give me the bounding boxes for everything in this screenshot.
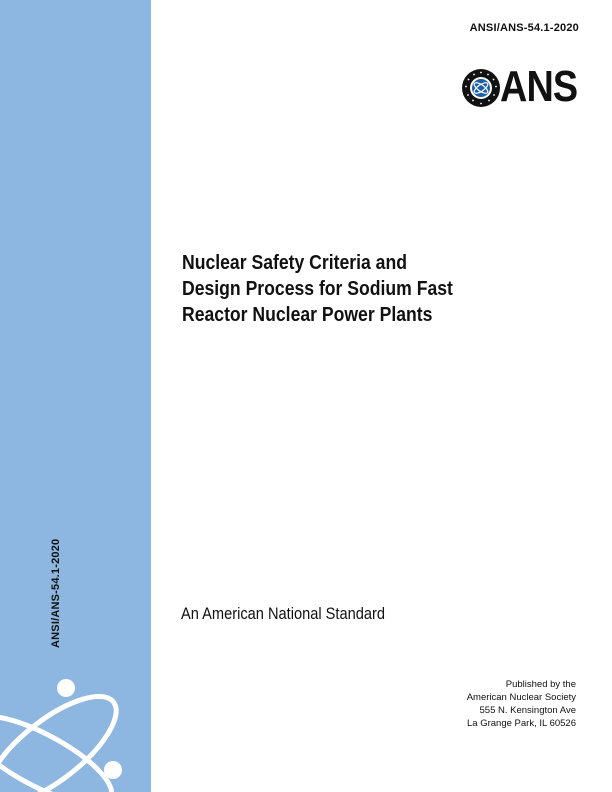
title-line: Nuclear Safety Criteria and — [182, 252, 407, 274]
publisher-line: La Grange Park, IL 60526 — [467, 718, 576, 729]
title-line: Design Process for Sodium Fast — [182, 278, 453, 300]
standard-subtitle: An American National Standard — [181, 604, 385, 623]
publisher-block — [467, 678, 576, 730]
ans-seal-icon — [461, 68, 501, 108]
document-code: ANSI/ANS-54.1-2020 — [469, 22, 579, 34]
publisher-line: American Nuclear Society — [466, 692, 576, 703]
ans-logo — [461, 64, 581, 114]
title-line: Reactor Nuclear Power Plants — [182, 304, 433, 326]
publisher-line: Published by the — [505, 679, 576, 690]
atom-orbit-icon — [0, 640, 151, 792]
sidebar-band — [0, 0, 151, 792]
ans-wordmark: ANS — [500, 62, 578, 111]
publisher-line: 555 N. Kensington Ave — [479, 705, 576, 716]
spine-doc-code: ANSI/ANS-54.1-2020 — [50, 538, 62, 648]
document-title — [182, 250, 472, 328]
